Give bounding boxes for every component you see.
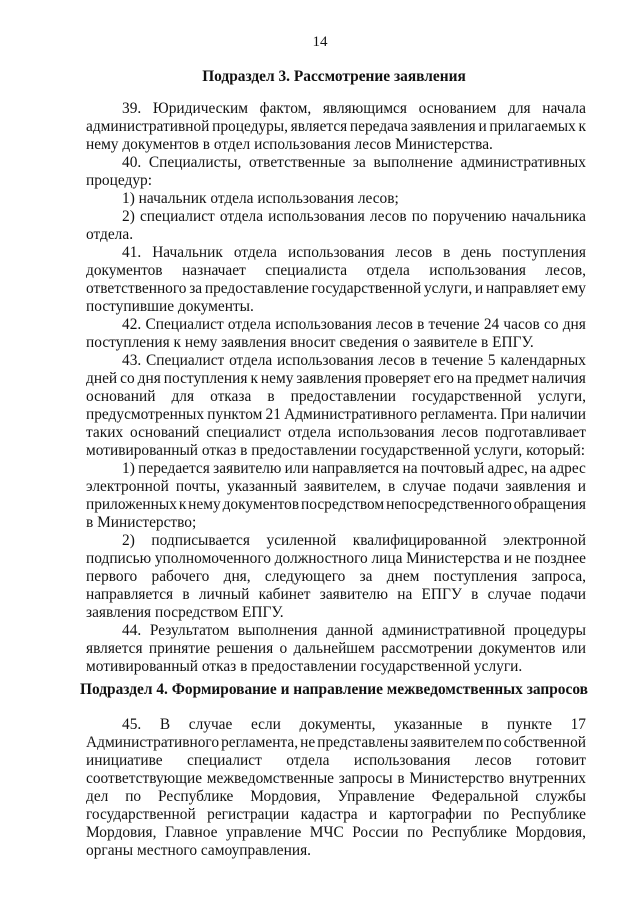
word: подписывается [151, 532, 250, 549]
word: часов [503, 316, 540, 333]
paragraph-line [86, 806, 586, 824]
word: направляется [312, 460, 400, 477]
word: Административного [86, 734, 220, 751]
word: Специалист [146, 352, 225, 369]
word: адрес, [487, 460, 528, 477]
subsection-3-heading: Подраздел 3. Рассмотрение заявления [202, 68, 466, 85]
word: инициативе [86, 752, 163, 769]
word: нему [260, 370, 294, 387]
paragraph-line [86, 716, 586, 734]
word: специалиста [265, 262, 348, 279]
word: административной [86, 118, 210, 135]
word: таких [86, 424, 124, 441]
paragraph-41 [86, 244, 586, 316]
paragraph-line [86, 640, 586, 658]
word: за [359, 568, 373, 585]
word: проверяет [364, 370, 431, 387]
word: регистрации [207, 806, 290, 823]
word: в [419, 352, 428, 369]
word: на [397, 586, 413, 603]
word: и [369, 806, 378, 823]
word: заявления [505, 478, 571, 495]
word: процедуры, [212, 118, 288, 135]
word: дней [86, 370, 118, 387]
word: фактом, [259, 100, 312, 117]
word: Результатом [149, 622, 230, 639]
word: административной [381, 622, 506, 639]
word: заявителем, [303, 478, 382, 495]
word: случае [402, 478, 446, 495]
word: в [267, 388, 275, 405]
paragraph-line: поступившие документы. [86, 298, 254, 315]
word: лесов [369, 208, 407, 225]
word: дня, [223, 568, 251, 585]
word: Мордовия, [86, 824, 157, 841]
paragraph-line [86, 352, 586, 370]
paragraph-40-item-1 [86, 190, 586, 208]
word: днем [386, 568, 420, 585]
word: лесов [395, 244, 433, 261]
paragraph-line [86, 770, 586, 788]
word: направляет [485, 280, 559, 297]
word: предусмотренных [86, 406, 205, 423]
word: или [561, 640, 586, 657]
word: для [171, 388, 195, 405]
word: лесов [441, 424, 479, 441]
word: ответственного [86, 280, 187, 297]
word: использования [353, 752, 451, 769]
word: В [159, 716, 171, 733]
word: кабинет [258, 586, 311, 603]
word: непосредственного [386, 496, 512, 513]
word: специалист [206, 424, 282, 441]
word: использования [277, 352, 374, 369]
word: не [515, 550, 531, 567]
word: заявления [296, 370, 362, 387]
word: ему [561, 280, 586, 297]
word: по [483, 806, 500, 823]
word: рассмотрении [381, 640, 473, 657]
word: наличии [530, 406, 586, 423]
word: данной [326, 622, 374, 639]
word: Республике [510, 806, 586, 823]
word: отдела [227, 316, 272, 333]
paragraph-43-item-2 [86, 532, 586, 622]
paragraph-line [86, 388, 586, 406]
word: поступления [163, 370, 248, 387]
paragraph-line [86, 788, 586, 806]
word: документов [222, 496, 300, 513]
word: нему [188, 496, 221, 513]
word: оснований [86, 388, 156, 405]
word: в [443, 244, 451, 261]
word: специалист [187, 752, 262, 769]
word: ЕПГУ [421, 586, 462, 603]
word: принятие [148, 640, 211, 657]
word: отдела [219, 208, 264, 225]
word: уполномоченного [154, 550, 271, 567]
word: использования [275, 316, 372, 333]
paragraph-line [86, 100, 586, 118]
paragraph-45 [86, 716, 586, 860]
word: Специалист [145, 316, 224, 333]
word: со [120, 370, 135, 387]
word: в [388, 478, 396, 495]
word: государственной [311, 280, 422, 297]
word: 2) [122, 532, 135, 549]
paragraph-line [86, 586, 586, 604]
paragraph-line [86, 478, 586, 496]
word: о [279, 640, 288, 657]
word: является [290, 118, 348, 135]
word: лесов [378, 352, 416, 369]
word: являющимся [322, 100, 407, 117]
word: личный [198, 586, 250, 603]
word: специалист [139, 208, 215, 225]
word: в [471, 586, 479, 603]
paragraph-line: 1) начальник отдела использования лесов; [122, 190, 399, 207]
word: заявителю [319, 586, 388, 603]
word: к [250, 370, 258, 387]
word: обращения [513, 496, 586, 513]
word: картографии [388, 806, 472, 823]
paragraph-line: органы местного самоуправления. [86, 842, 312, 859]
paragraph-39 [86, 100, 586, 154]
word: отказа [210, 388, 252, 405]
word: Мордовия, [515, 824, 586, 841]
word: посредством [301, 496, 385, 513]
word: поступления [502, 244, 586, 261]
word: использования [429, 262, 526, 279]
word: Мордовия, [250, 788, 321, 805]
word: почтовый [420, 460, 485, 477]
word: 17 [570, 716, 586, 733]
paragraph-line: мотивированный отказ в предоставлении государственной услуги. [86, 658, 523, 675]
paragraph-line [86, 460, 586, 478]
word: почты, [175, 478, 221, 495]
word: отдела [233, 244, 278, 261]
word: указанный [227, 478, 297, 495]
word: России [352, 824, 399, 841]
word: или [284, 460, 309, 477]
word: назначает [182, 262, 246, 279]
word: предоставление [204, 280, 309, 297]
paragraph-line: отдела. [86, 226, 134, 243]
word: первого [86, 568, 138, 585]
page-number: 14 [312, 34, 328, 50]
paragraph-line [86, 244, 586, 262]
word: если [250, 716, 281, 733]
word: заявителю [213, 460, 282, 477]
word: процедуры [513, 622, 586, 639]
word: приложенных [86, 496, 177, 513]
paragraph-44 [86, 622, 586, 676]
word: по [125, 788, 142, 805]
paragraph-43 [86, 352, 586, 460]
word: течение [432, 352, 484, 369]
paragraph-line [86, 370, 586, 388]
word: 24 [483, 316, 500, 333]
word: и [577, 478, 586, 495]
word: адрес [549, 460, 586, 477]
word: дальнейшем [293, 640, 375, 657]
word: в [481, 716, 489, 733]
word: рабочего [151, 568, 210, 585]
word: пункте [506, 716, 552, 733]
word: за [352, 154, 366, 171]
word: решения [216, 640, 274, 657]
word: запросы [338, 770, 393, 787]
word: документы, [299, 716, 376, 733]
word: не [300, 734, 316, 751]
word: на [531, 460, 547, 477]
word: ответственные [248, 154, 346, 171]
word: лесов, [545, 262, 586, 279]
paragraph-line: нему документов в отдел использования лесов Министерства. [86, 136, 493, 153]
word: Специалисты, [148, 154, 242, 171]
word: Министерства [406, 550, 501, 567]
paragraph-line [86, 154, 586, 172]
word: Республике [431, 824, 507, 841]
word: документов [478, 640, 556, 657]
word: запроса, [531, 568, 586, 585]
word: направляется [86, 586, 174, 603]
paragraph-line: процедур: [86, 172, 152, 189]
word: по [407, 824, 424, 841]
word: основанием [418, 100, 497, 117]
paragraph-40 [86, 154, 586, 190]
word: подачи [540, 586, 586, 603]
word: поступления [433, 568, 518, 585]
word: отдела [229, 352, 273, 369]
word: дня [137, 370, 161, 387]
word: случае [188, 716, 233, 733]
word: на [402, 460, 418, 477]
word: к [578, 118, 586, 135]
word: Юридическим [152, 100, 248, 117]
paragraph-line: поступления к нему заявления вносит сведения о заявителе в ЕПГУ. [86, 334, 534, 351]
word: по [485, 734, 502, 751]
word: Начальник [152, 244, 223, 261]
word: предмет [474, 370, 529, 387]
word: начальника [511, 208, 586, 225]
word: собственной [503, 734, 586, 751]
word: государственной [86, 806, 196, 823]
word: его [433, 370, 454, 387]
word: регламента. [420, 406, 498, 423]
word: Управление [337, 788, 415, 805]
word: административных [460, 154, 586, 171]
word: управление [225, 824, 302, 841]
word: выполнение [373, 154, 453, 171]
paragraph-line [86, 406, 586, 424]
word: дня [562, 316, 586, 333]
word: 1) [122, 460, 135, 477]
word: услуги, [423, 280, 473, 297]
word: государственной [411, 388, 522, 405]
paragraph-line [86, 424, 586, 442]
word: 21 [265, 406, 281, 423]
word: в [182, 586, 190, 603]
word: отдела [286, 752, 330, 769]
word: При [500, 406, 528, 423]
word: 41. [122, 244, 142, 261]
paragraph-line [86, 316, 586, 334]
word: Республике [157, 788, 234, 805]
word: поручению [432, 208, 507, 225]
paragraph-line [86, 532, 586, 550]
word: лесов [474, 752, 512, 769]
word: передача [349, 118, 408, 135]
word: 44. [122, 622, 142, 639]
word: и [474, 280, 484, 297]
word: указанные [394, 716, 463, 733]
word: подготавливает [485, 424, 586, 441]
word: 45. [122, 716, 142, 733]
word: электронной [503, 532, 586, 549]
word: и [503, 550, 512, 567]
paragraph-43-item-1 [86, 460, 586, 532]
word: день [461, 244, 492, 261]
word: течение [428, 316, 480, 333]
paragraph-42 [86, 316, 586, 352]
word: является [86, 640, 143, 657]
word: готовит [536, 752, 586, 769]
word: лесов [376, 316, 413, 333]
word: для [508, 100, 531, 117]
paragraph-line: мотивированный отказ в предоставлении государственной услуги, который: [86, 442, 586, 459]
word: со [543, 316, 559, 333]
word: документов [86, 262, 163, 279]
word: использования [338, 424, 435, 441]
word: к [178, 496, 187, 513]
subsection-4-heading: Подраздел 4. Формирование и направление межведомственных запросов [80, 681, 588, 698]
word: заявителем [410, 734, 484, 751]
word: в [397, 770, 405, 787]
word: и [478, 118, 487, 135]
word: начала [542, 100, 586, 117]
paragraph-line [86, 568, 586, 586]
word: предоставлении [290, 388, 396, 405]
word: 5 [487, 352, 496, 369]
word: соответствующие [86, 770, 203, 787]
word: службы [535, 788, 586, 805]
word: случае [487, 586, 532, 603]
word: позднее [534, 550, 586, 567]
paragraph-line [86, 550, 586, 568]
word: дел [86, 788, 109, 805]
word: по [411, 208, 428, 225]
word: должностного [274, 550, 368, 567]
paragraph-line [86, 208, 586, 226]
paragraph-line [86, 262, 586, 280]
word: МЧС [309, 824, 344, 841]
word: передается [138, 460, 210, 477]
word: заявления [410, 118, 476, 135]
paragraph-line [86, 496, 586, 514]
paragraph-line [86, 734, 586, 752]
word: межведомственные [206, 770, 334, 787]
word: кадастра [300, 806, 358, 823]
word: за [189, 280, 203, 297]
word: 2) [122, 208, 135, 225]
word: квалифицированной [352, 532, 487, 549]
word: регламента, [221, 734, 299, 751]
word: использования [287, 244, 385, 261]
word: 39. [122, 100, 142, 117]
word: лица [371, 550, 403, 567]
word: услуги, [537, 388, 586, 405]
word: отдела [366, 262, 410, 279]
word: прилагаемых [489, 118, 576, 135]
word: электронной [86, 478, 169, 495]
word: 42. [122, 316, 142, 333]
word: внутренних [508, 770, 586, 787]
word: выполнения [237, 622, 318, 639]
word: Министерство [409, 770, 505, 787]
word: календарных [500, 352, 586, 369]
paragraph-line [86, 118, 586, 136]
word: оснований [130, 424, 200, 441]
paragraph-line: в Министерство; [86, 514, 197, 531]
word: усиленной [266, 532, 337, 549]
word: подписью [86, 550, 152, 567]
word: в [417, 316, 425, 333]
word: на [456, 370, 472, 387]
word: следующего [264, 568, 346, 585]
word: Административного [284, 406, 418, 423]
word: отдела [287, 424, 332, 441]
word: Главное [164, 824, 218, 841]
paragraph-line [86, 622, 586, 640]
word: Федеральной [431, 788, 519, 805]
word: представлены [317, 734, 409, 751]
word: пунктом [207, 406, 263, 423]
paragraph-line [86, 280, 586, 298]
word: 43. [122, 352, 142, 369]
paragraph-line [86, 752, 586, 770]
word: 40. [122, 154, 142, 171]
paragraph-line: заявления посредством ЕПГУ. [86, 604, 284, 621]
paragraph-line [86, 824, 586, 842]
word: использования [268, 208, 365, 225]
paragraph-40-item-2 [86, 208, 586, 244]
word: наличия [531, 370, 586, 387]
word: подачи [453, 478, 499, 495]
